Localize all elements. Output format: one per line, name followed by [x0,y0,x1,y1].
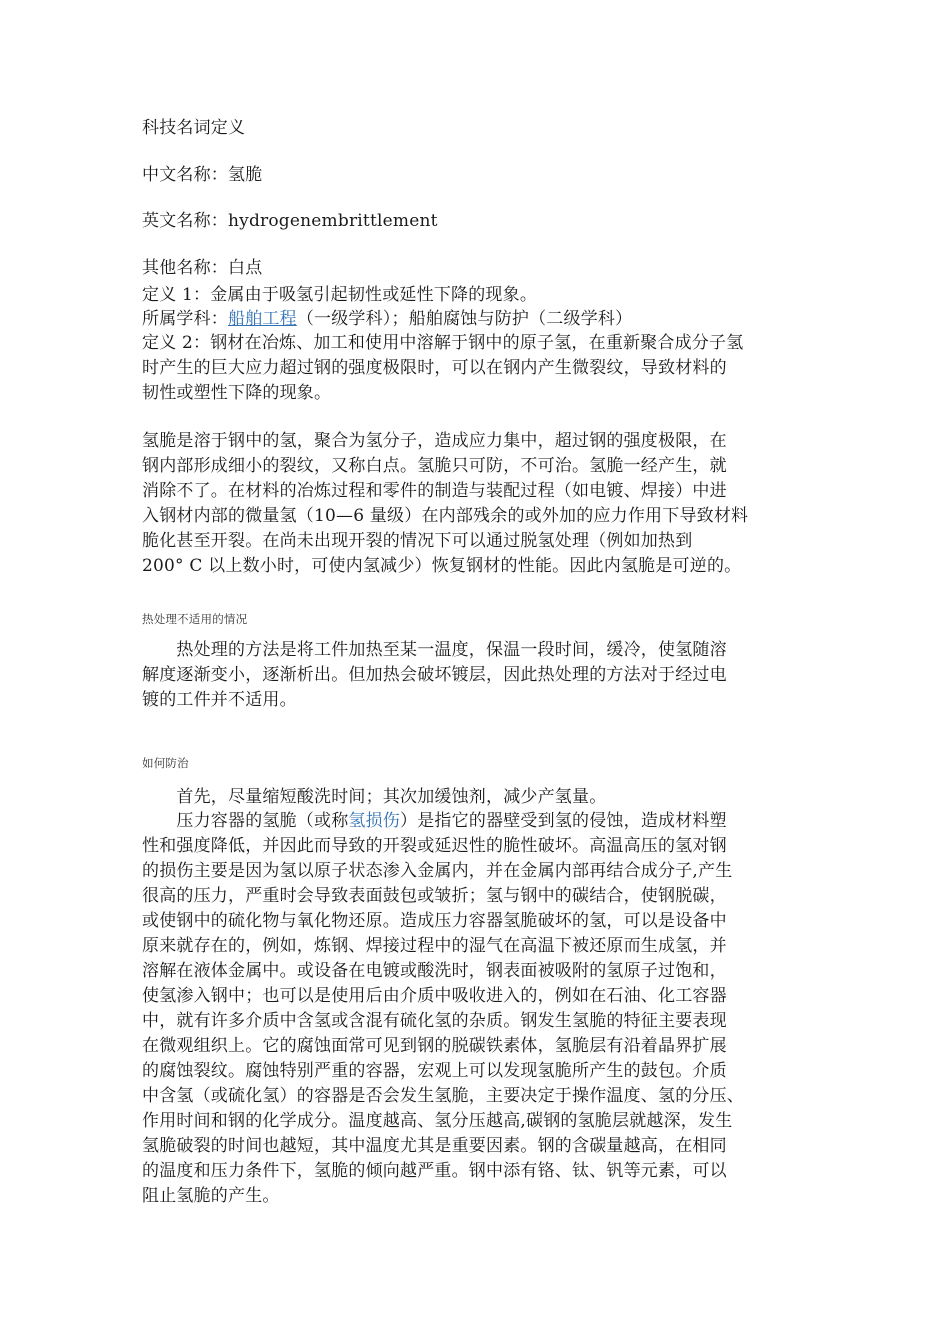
paragraph-line: 使氢渗入钢中；也可以是使用后由介质中吸收进入的，例如在石油、化工容器 [142,986,727,1006]
paragraph-line: 的损伤主要是因为氢以原子状态渗入金属内，并在金属内部再结合成分子,产生 [142,861,733,881]
paragraph-line: 钢内部形成细小的裂纹，又称白点。氢脆只可防，不可治。氢脆一经产生，就 [142,456,727,476]
definition-2-line: 定义 2：钢材在冶炼、加工和使用中溶解于钢中的原子氢，在重新聚合成分子氢 [142,333,744,353]
chinese-name: 中文名称：氢脆 [142,165,263,185]
doc-title: 科技名词定义 [142,118,246,138]
paragraph-line: 阻止氢脆的产生。 [142,1186,280,1206]
subject-suffix: （一级学科）；船舶腐蚀与防护（二级学科） [296,309,633,329]
paragraph-line: 氢脆是溶于钢中的氢，聚合为氢分子，造成应力集中，超过钢的强度极限，在 [142,431,727,451]
hydrogen-damage-link[interactable]: 氢损伤 [348,811,401,831]
paragraph-line: 首先，尽量缩短酸洗时间；其次加缓蚀剂，减少产氢量。 [142,787,607,807]
paragraph-line: 在微观组织上。它的腐蚀面常可见到钢的脱碳铁素体，氢脆层有沿着晶界扩展 [142,1036,727,1056]
paragraph-start: 压力容器的氢脆（或称 [142,811,349,831]
paragraph-line: 溶解在液体金属中。或设备在电镀或酸洗时，钢表面被吸附的氢原子过饱和， [142,961,727,981]
paragraph-line: 消除不了。在材料的冶炼过程和零件的制造与装配过程（如电镀、焊接）中进 [142,481,727,501]
definition-1: 定义 1：金属由于吸氢引起韧性或延性下降的现象。 [142,285,538,305]
paragraph-line: 中含氢（或硫化氢）的容器是否会发生氢脆，主要决定于操作温度、氢的分压、 [142,1086,744,1106]
paragraph-line: 入钢材内部的微量氢（10—6 量级）在内部残余的或外加的应力作用下导致材料 [142,506,749,526]
paragraph-line: 中，就有许多介质中含氢或含混有硫化氢的杂质。钢发生氢脆的特征主要表现 [142,1011,727,1031]
paragraph-line: 的温度和压力条件下，氢脆的倾向越严重。钢中添有铬、钛、钒等元素，可以 [142,1161,727,1181]
paragraph-line: 作用时间和钢的化学成分。温度越高、氢分压越高,碳钢的氢脆层就越深，发生 [142,1111,733,1131]
section-heading: 热处理不适用的情况 [142,612,248,626]
subject-prefix: 所属学科： [142,309,228,329]
paragraph-line: 很高的压力，严重时会导致表面鼓包或皱折；氢与钢中的碳结合，使钢脱碳， [142,886,727,906]
subject-link[interactable]: 船舶工程 [228,309,297,329]
paragraph-line [142,809,727,834]
paragraph-line: 原来就存在的，例如，炼钢、焊接过程中的湿气在高温下被还原而生成氢，并 [142,936,727,956]
paragraph-line: 镀的工件并不适用。 [142,690,297,710]
paragraph-line: 的腐蚀裂纹。腐蚀特别严重的容器，宏观上可以发现氢脆所产生的鼓包。介质 [142,1061,727,1081]
paragraph-end: ）是指它的器壁受到氢的侵蚀，造成材料塑 [400,811,727,831]
other-name: 其他名称：白点 [142,258,263,278]
paragraph-line: 或使钢中的硫化物与氧化物还原。造成压力容器氢脆破坏的氢，可以是设备中 [142,911,727,931]
paragraph-line: 性和强度降低，并因此而导致的开裂或延迟性的脆性破坏。高温高压的氢对钢 [142,836,727,856]
english-name: 英文名称：hydrogenembrittlement [142,211,438,231]
subject-line [142,307,632,332]
definition-2-line: 韧性或塑性下降的现象。 [142,383,332,403]
definition-2-line: 时产生的巨大应力超过钢的强度极限时，可以在钢内产生微裂纹，导致材料的 [142,358,727,378]
paragraph-line: 200° C 以上数小时，可使内氢减少）恢复钢材的性能。因此内氢脆是可逆的。 [142,556,742,576]
paragraph-line: 解度逐渐变小，逐渐析出。但加热会破坏镀层，因此热处理的方法对于经过电 [142,665,727,685]
paragraph-line: 氢脆破裂的时间也越短，其中温度尤其是重要因素。钢的含碳量越高，在相同 [142,1136,727,1156]
paragraph-line: 脆化甚至开裂。在尚未出现开裂的情况下可以通过脱氢处理（例如加热到 [142,531,693,551]
section-heading: 如何防治 [142,756,189,770]
paragraph-line: 热处理的方法是将工件加热至某一温度，保温一段时间，缓冷，使氢随溶 [142,640,727,660]
